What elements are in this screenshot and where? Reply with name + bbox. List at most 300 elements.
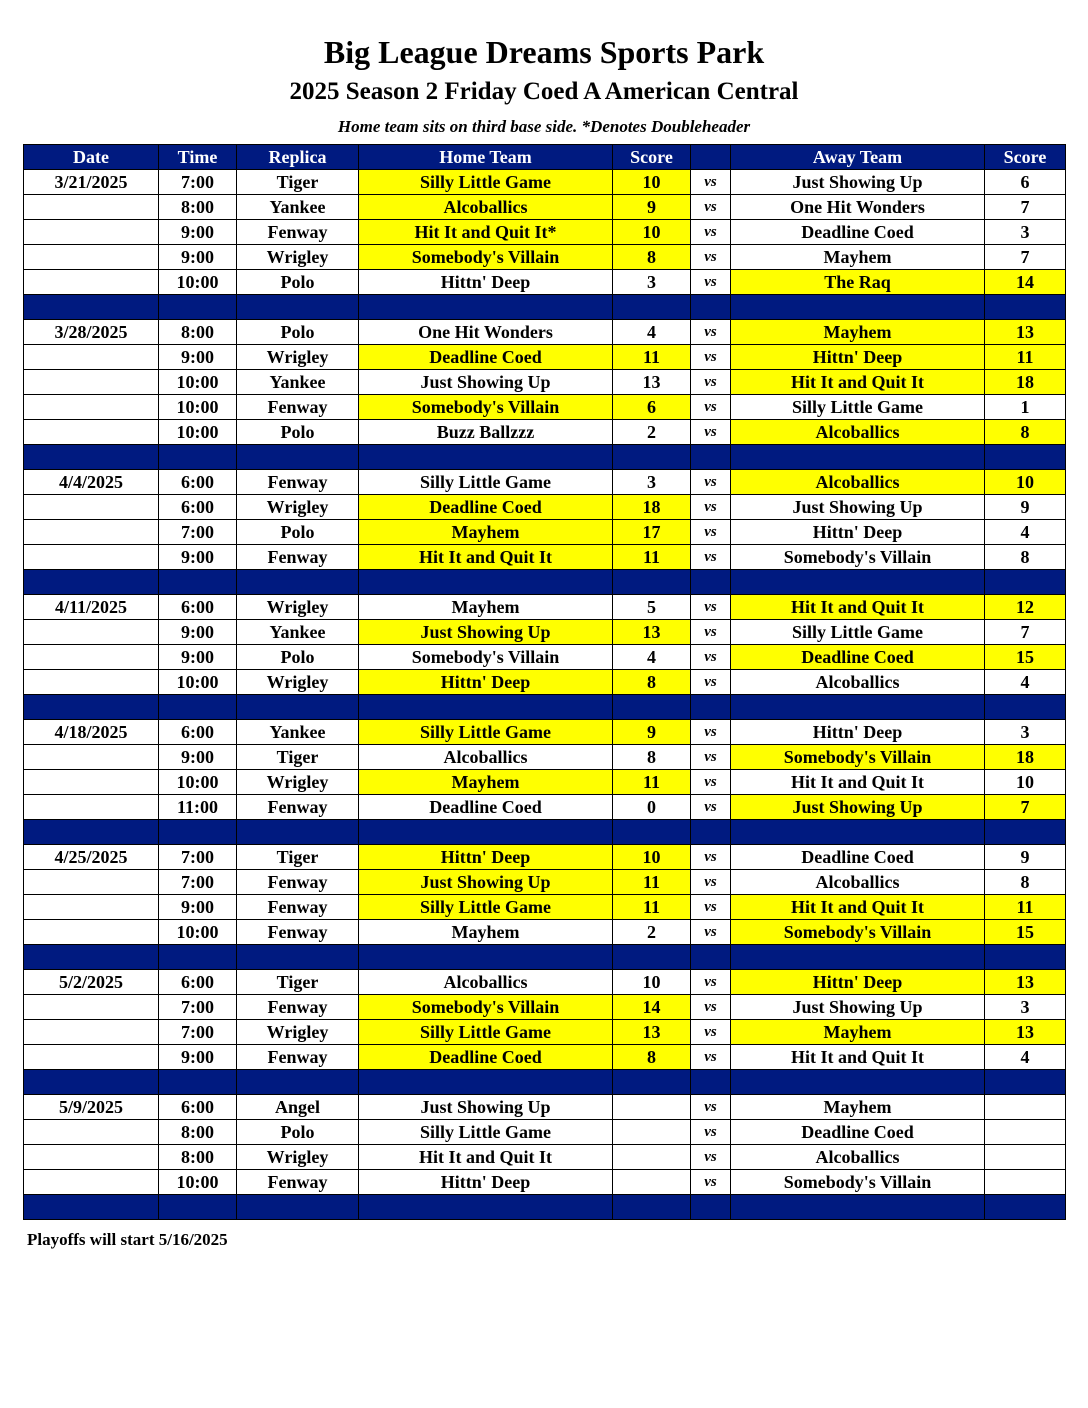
week-separator-row: [24, 695, 1066, 720]
home-team-cell: One Hit Wonders: [359, 320, 613, 345]
table-row: [24, 1120, 1066, 1145]
away-team-cell: Somebody's Villain: [731, 745, 985, 770]
separator-cell: [24, 445, 159, 470]
home-score-cell: 4: [613, 645, 691, 670]
date-cell: [24, 545, 159, 570]
replica-field-cell: Fenway: [237, 1170, 359, 1195]
date-cell: 4/25/2025: [24, 845, 159, 870]
separator-cell: [237, 695, 359, 720]
home-team-cell: Silly Little Game: [359, 720, 613, 745]
table-row: [24, 520, 1066, 545]
away-score-cell: 3: [985, 995, 1066, 1020]
column-header-home-team: Home Team: [359, 145, 613, 170]
separator-cell: [24, 1070, 159, 1095]
table-row: [24, 720, 1066, 745]
away-team-cell: Somebody's Villain: [731, 1170, 985, 1195]
time-cell: 9:00: [159, 1045, 237, 1070]
home-team-cell: Silly Little Game: [359, 470, 613, 495]
vs-cell: vs: [691, 720, 731, 745]
replica-field-cell: Wrigley: [237, 345, 359, 370]
away-score-cell: 15: [985, 645, 1066, 670]
replica-field-cell: Polo: [237, 320, 359, 345]
home-team-cell: Somebody's Villain: [359, 645, 613, 670]
separator-cell: [731, 1070, 985, 1095]
table-row: [24, 845, 1066, 870]
table-row: [24, 670, 1066, 695]
separator-cell: [691, 945, 731, 970]
home-team-cell: Mayhem: [359, 595, 613, 620]
table-row: [24, 345, 1066, 370]
date-cell: 4/11/2025: [24, 595, 159, 620]
away-score-cell: 4: [985, 670, 1066, 695]
vs-cell: vs: [691, 245, 731, 270]
home-score-cell: 8: [613, 745, 691, 770]
time-cell: 9:00: [159, 745, 237, 770]
date-cell: [24, 795, 159, 820]
column-header-time: Time: [159, 145, 237, 170]
vs-cell: vs: [691, 995, 731, 1020]
away-score-cell: 13: [985, 1020, 1066, 1045]
vs-cell: vs: [691, 1095, 731, 1120]
home-team-cell: Hittn' Deep: [359, 270, 613, 295]
replica-field-cell: Fenway: [237, 920, 359, 945]
separator-cell: [359, 445, 613, 470]
table-row: [24, 470, 1066, 495]
separator-cell: [691, 1070, 731, 1095]
separator-cell: [985, 445, 1066, 470]
separator-cell: [985, 1195, 1066, 1220]
replica-field-cell: Polo: [237, 520, 359, 545]
replica-field-cell: Wrigley: [237, 245, 359, 270]
separator-cell: [613, 695, 691, 720]
away-score-cell: 9: [985, 495, 1066, 520]
home-score-cell: 3: [613, 470, 691, 495]
table-row: [24, 745, 1066, 770]
separator-cell: [691, 695, 731, 720]
page-title: Big League Dreams Sports Park: [323, 34, 765, 70]
separator-cell: [359, 1195, 613, 1220]
vs-cell: vs: [691, 545, 731, 570]
home-score-cell: 2: [613, 420, 691, 445]
date-cell: [24, 1120, 159, 1145]
away-score-cell: [985, 1145, 1066, 1170]
table-row: [24, 545, 1066, 570]
separator-cell: [237, 1195, 359, 1220]
date-cell: [24, 195, 159, 220]
away-team-cell: Mayhem: [731, 1095, 985, 1120]
time-cell: 11:00: [159, 795, 237, 820]
replica-field-cell: Fenway: [237, 1045, 359, 1070]
separator-cell: [731, 570, 985, 595]
vs-cell: vs: [691, 170, 731, 195]
table-row: [24, 1145, 1066, 1170]
away-team-cell: Hit It and Quit It: [731, 1045, 985, 1070]
away-team-cell: Alcoballics: [731, 420, 985, 445]
home-team-cell: Somebody's Villain: [359, 395, 613, 420]
vs-cell: vs: [691, 1170, 731, 1195]
away-score-cell: 13: [985, 970, 1066, 995]
schedule-body: [24, 170, 1066, 1220]
separator-cell: [159, 445, 237, 470]
home-score-cell: [613, 1120, 691, 1145]
time-cell: 7:00: [159, 1020, 237, 1045]
home-score-cell: 9: [613, 720, 691, 745]
time-cell: 8:00: [159, 195, 237, 220]
separator-cell: [24, 1195, 159, 1220]
date-cell: [24, 895, 159, 920]
home-score-cell: 6: [613, 395, 691, 420]
away-team-cell: Deadline Coed: [731, 220, 985, 245]
separator-cell: [237, 820, 359, 845]
separator-cell: [985, 570, 1066, 595]
away-team-cell: Alcoballics: [731, 670, 985, 695]
home-team-cell: Somebody's Villain: [359, 995, 613, 1020]
away-team-cell: Hit It and Quit It: [731, 895, 985, 920]
home-score-cell: 5: [613, 595, 691, 620]
table-row: [24, 645, 1066, 670]
away-score-cell: 14: [985, 270, 1066, 295]
home-team-cell: Hittn' Deep: [359, 845, 613, 870]
separator-cell: [985, 820, 1066, 845]
home-team-cell: Hit It and Quit It: [359, 545, 613, 570]
away-team-cell: Just Showing Up: [731, 795, 985, 820]
date-cell: [24, 1145, 159, 1170]
home-score-cell: [613, 1170, 691, 1195]
time-cell: 8:00: [159, 320, 237, 345]
separator-cell: [731, 945, 985, 970]
vs-cell: vs: [691, 195, 731, 220]
vs-cell: vs: [691, 645, 731, 670]
week-separator-row: [24, 1195, 1066, 1220]
home-score-cell: [613, 1145, 691, 1170]
away-score-cell: 3: [985, 720, 1066, 745]
table-row: [24, 420, 1066, 445]
time-cell: 6:00: [159, 970, 237, 995]
separator-cell: [731, 695, 985, 720]
away-team-cell: Hit It and Quit It: [731, 370, 985, 395]
home-team-cell: Silly Little Game: [359, 1020, 613, 1045]
away-team-cell: Silly Little Game: [731, 395, 985, 420]
home-team-cell: Hit It and Quit It*: [359, 220, 613, 245]
table-row: [24, 495, 1066, 520]
replica-field-cell: Yankee: [237, 720, 359, 745]
table-row: [24, 770, 1066, 795]
table-row: [24, 895, 1066, 920]
vs-cell: vs: [691, 1145, 731, 1170]
home-score-cell: 2: [613, 920, 691, 945]
away-score-cell: 4: [985, 520, 1066, 545]
separator-cell: [613, 570, 691, 595]
home-score-cell: 14: [613, 995, 691, 1020]
vs-cell: vs: [691, 1045, 731, 1070]
away-score-cell: 10: [985, 470, 1066, 495]
away-team-cell: Hittn' Deep: [731, 720, 985, 745]
home-score-cell: 4: [613, 320, 691, 345]
replica-field-cell: Angel: [237, 1095, 359, 1120]
table-row: [24, 1045, 1066, 1070]
time-cell: 7:00: [159, 170, 237, 195]
home-team-cell: Hit It and Quit It: [359, 1145, 613, 1170]
date-cell: [24, 995, 159, 1020]
date-cell: [24, 245, 159, 270]
vs-cell: vs: [691, 595, 731, 620]
separator-cell: [24, 695, 159, 720]
table-row: [24, 395, 1066, 420]
home-score-cell: 18: [613, 495, 691, 520]
separator-cell: [359, 295, 613, 320]
home-team-cell: Silly Little Game: [359, 170, 613, 195]
separator-cell: [985, 945, 1066, 970]
separator-cell: [237, 1070, 359, 1095]
column-header-vs: [691, 145, 731, 170]
table-row: [24, 1020, 1066, 1045]
away-team-cell: Just Showing Up: [731, 495, 985, 520]
away-score-cell: 8: [985, 420, 1066, 445]
date-cell: 3/28/2025: [24, 320, 159, 345]
away-team-cell: Somebody's Villain: [731, 920, 985, 945]
vs-cell: vs: [691, 670, 731, 695]
replica-field-cell: Fenway: [237, 895, 359, 920]
separator-cell: [159, 695, 237, 720]
date-cell: [24, 345, 159, 370]
replica-field-cell: Tiger: [237, 970, 359, 995]
vs-cell: vs: [691, 220, 731, 245]
replica-field-cell: Yankee: [237, 195, 359, 220]
replica-field-cell: Wrigley: [237, 495, 359, 520]
home-score-cell: 8: [613, 670, 691, 695]
home-team-cell: Deadline Coed: [359, 1045, 613, 1070]
away-team-cell: Mayhem: [731, 1020, 985, 1045]
table-row: [24, 970, 1066, 995]
date-cell: [24, 395, 159, 420]
table-row: [24, 620, 1066, 645]
replica-field-cell: Wrigley: [237, 595, 359, 620]
away-score-cell: 15: [985, 920, 1066, 945]
table-row: [24, 370, 1066, 395]
separator-cell: [731, 820, 985, 845]
time-cell: 9:00: [159, 620, 237, 645]
replica-field-cell: Wrigley: [237, 670, 359, 695]
away-team-cell: Deadline Coed: [731, 645, 985, 670]
week-separator-row: [24, 1070, 1066, 1095]
away-team-cell: Mayhem: [731, 320, 985, 345]
separator-cell: [159, 820, 237, 845]
date-cell: [24, 745, 159, 770]
home-team-cell: Deadline Coed: [359, 345, 613, 370]
date-cell: [24, 870, 159, 895]
home-team-cell: Just Showing Up: [359, 1095, 613, 1120]
replica-field-cell: Fenway: [237, 795, 359, 820]
table-row: [24, 795, 1066, 820]
date-cell: [24, 1020, 159, 1045]
date-cell: [24, 670, 159, 695]
separator-cell: [237, 445, 359, 470]
home-team-cell: Deadline Coed: [359, 495, 613, 520]
date-cell: 3/21/2025: [24, 170, 159, 195]
home-score-cell: 10: [613, 220, 691, 245]
separator-cell: [237, 295, 359, 320]
away-team-cell: Deadline Coed: [731, 845, 985, 870]
time-cell: 6:00: [159, 495, 237, 520]
home-score-cell: 11: [613, 870, 691, 895]
time-cell: 10:00: [159, 420, 237, 445]
away-score-cell: 7: [985, 795, 1066, 820]
vs-cell: vs: [691, 770, 731, 795]
home-score-cell: 8: [613, 245, 691, 270]
replica-field-cell: Fenway: [237, 220, 359, 245]
date-cell: [24, 270, 159, 295]
table-row: [24, 245, 1066, 270]
vs-cell: vs: [691, 845, 731, 870]
home-score-cell: [613, 1095, 691, 1120]
date-cell: [24, 770, 159, 795]
away-team-cell: The Raq: [731, 270, 985, 295]
separator-cell: [237, 570, 359, 595]
separator-cell: [159, 1070, 237, 1095]
home-team-cell: Just Showing Up: [359, 870, 613, 895]
home-team-cell: Silly Little Game: [359, 1120, 613, 1145]
time-cell: 7:00: [159, 845, 237, 870]
replica-field-cell: Fenway: [237, 870, 359, 895]
time-cell: 10:00: [159, 770, 237, 795]
date-cell: [24, 220, 159, 245]
time-cell: 7:00: [159, 870, 237, 895]
home-team-cell: Alcoballics: [359, 970, 613, 995]
away-score-cell: [985, 1120, 1066, 1145]
away-score-cell: 8: [985, 545, 1066, 570]
vs-cell: vs: [691, 795, 731, 820]
home-team-cell: Alcoballics: [359, 195, 613, 220]
table-row: [24, 1170, 1066, 1195]
separator-cell: [985, 1070, 1066, 1095]
home-score-cell: 11: [613, 895, 691, 920]
home-score-cell: 3: [613, 270, 691, 295]
vs-cell: vs: [691, 470, 731, 495]
date-cell: [24, 420, 159, 445]
table-row: [24, 1095, 1066, 1120]
away-team-cell: Deadline Coed: [731, 1120, 985, 1145]
date-cell: [24, 1045, 159, 1070]
column-header-away-team: Away Team: [731, 145, 985, 170]
time-cell: 10:00: [159, 270, 237, 295]
away-score-cell: 11: [985, 895, 1066, 920]
column-header-away-score: Score: [985, 145, 1066, 170]
separator-cell: [359, 1070, 613, 1095]
separator-cell: [985, 695, 1066, 720]
replica-field-cell: Tiger: [237, 745, 359, 770]
away-team-cell: Hit It and Quit It: [731, 770, 985, 795]
separator-cell: [24, 295, 159, 320]
home-team-cell: Hittn' Deep: [359, 670, 613, 695]
away-score-cell: 8: [985, 870, 1066, 895]
home-score-cell: 8: [613, 1045, 691, 1070]
away-team-cell: Hittn' Deep: [731, 970, 985, 995]
away-team-cell: Silly Little Game: [731, 620, 985, 645]
vs-cell: vs: [691, 620, 731, 645]
table-row: [24, 220, 1066, 245]
replica-field-cell: Fenway: [237, 470, 359, 495]
vs-cell: vs: [691, 520, 731, 545]
home-score-cell: 0: [613, 795, 691, 820]
away-score-cell: 6: [985, 170, 1066, 195]
separator-cell: [359, 695, 613, 720]
vs-cell: vs: [691, 970, 731, 995]
away-score-cell: 7: [985, 620, 1066, 645]
table-row: [24, 995, 1066, 1020]
away-score-cell: 10: [985, 770, 1066, 795]
table-header-row: [24, 145, 1066, 170]
schedule-note: Home team sits on third base side. *Denotes Doubleheader: [337, 117, 751, 136]
separator-cell: [691, 295, 731, 320]
date-cell: [24, 620, 159, 645]
table-row: [24, 170, 1066, 195]
time-cell: 10:00: [159, 1170, 237, 1195]
week-separator-row: [24, 945, 1066, 970]
away-score-cell: 11: [985, 345, 1066, 370]
time-cell: 8:00: [159, 1145, 237, 1170]
home-team-cell: Mayhem: [359, 920, 613, 945]
time-cell: 7:00: [159, 995, 237, 1020]
replica-field-cell: Tiger: [237, 845, 359, 870]
column-header-replica: Replica: [237, 145, 359, 170]
time-cell: 9:00: [159, 545, 237, 570]
separator-cell: [359, 945, 613, 970]
separator-cell: [985, 295, 1066, 320]
time-cell: 6:00: [159, 595, 237, 620]
replica-field-cell: Polo: [237, 1120, 359, 1145]
away-team-cell: Somebody's Villain: [731, 545, 985, 570]
away-score-cell: 12: [985, 595, 1066, 620]
date-cell: 4/18/2025: [24, 720, 159, 745]
time-cell: 9:00: [159, 645, 237, 670]
home-team-cell: Silly Little Game: [359, 895, 613, 920]
home-team-cell: Deadline Coed: [359, 795, 613, 820]
date-cell: [24, 370, 159, 395]
week-separator-row: [24, 445, 1066, 470]
separator-cell: [159, 1195, 237, 1220]
column-header-home-score: Score: [613, 145, 691, 170]
separator-cell: [359, 570, 613, 595]
away-score-cell: 13: [985, 320, 1066, 345]
home-score-cell: 13: [613, 1020, 691, 1045]
time-cell: 10:00: [159, 670, 237, 695]
replica-field-cell: Fenway: [237, 395, 359, 420]
separator-cell: [731, 1195, 985, 1220]
vs-cell: vs: [691, 345, 731, 370]
separator-cell: [613, 295, 691, 320]
table-row: [24, 870, 1066, 895]
separator-cell: [691, 570, 731, 595]
separator-cell: [613, 1070, 691, 1095]
vs-cell: vs: [691, 920, 731, 945]
table-row: [24, 270, 1066, 295]
separator-cell: [613, 1195, 691, 1220]
time-cell: 10:00: [159, 920, 237, 945]
time-cell: 9:00: [159, 245, 237, 270]
time-cell: 7:00: [159, 520, 237, 545]
home-score-cell: 11: [613, 770, 691, 795]
time-cell: 9:00: [159, 220, 237, 245]
home-score-cell: 11: [613, 545, 691, 570]
vs-cell: vs: [691, 870, 731, 895]
away-score-cell: 7: [985, 195, 1066, 220]
date-cell: [24, 920, 159, 945]
date-cell: 5/2/2025: [24, 970, 159, 995]
table-row: [24, 320, 1066, 345]
home-team-cell: Just Showing Up: [359, 620, 613, 645]
away-team-cell: Just Showing Up: [731, 995, 985, 1020]
separator-cell: [613, 945, 691, 970]
